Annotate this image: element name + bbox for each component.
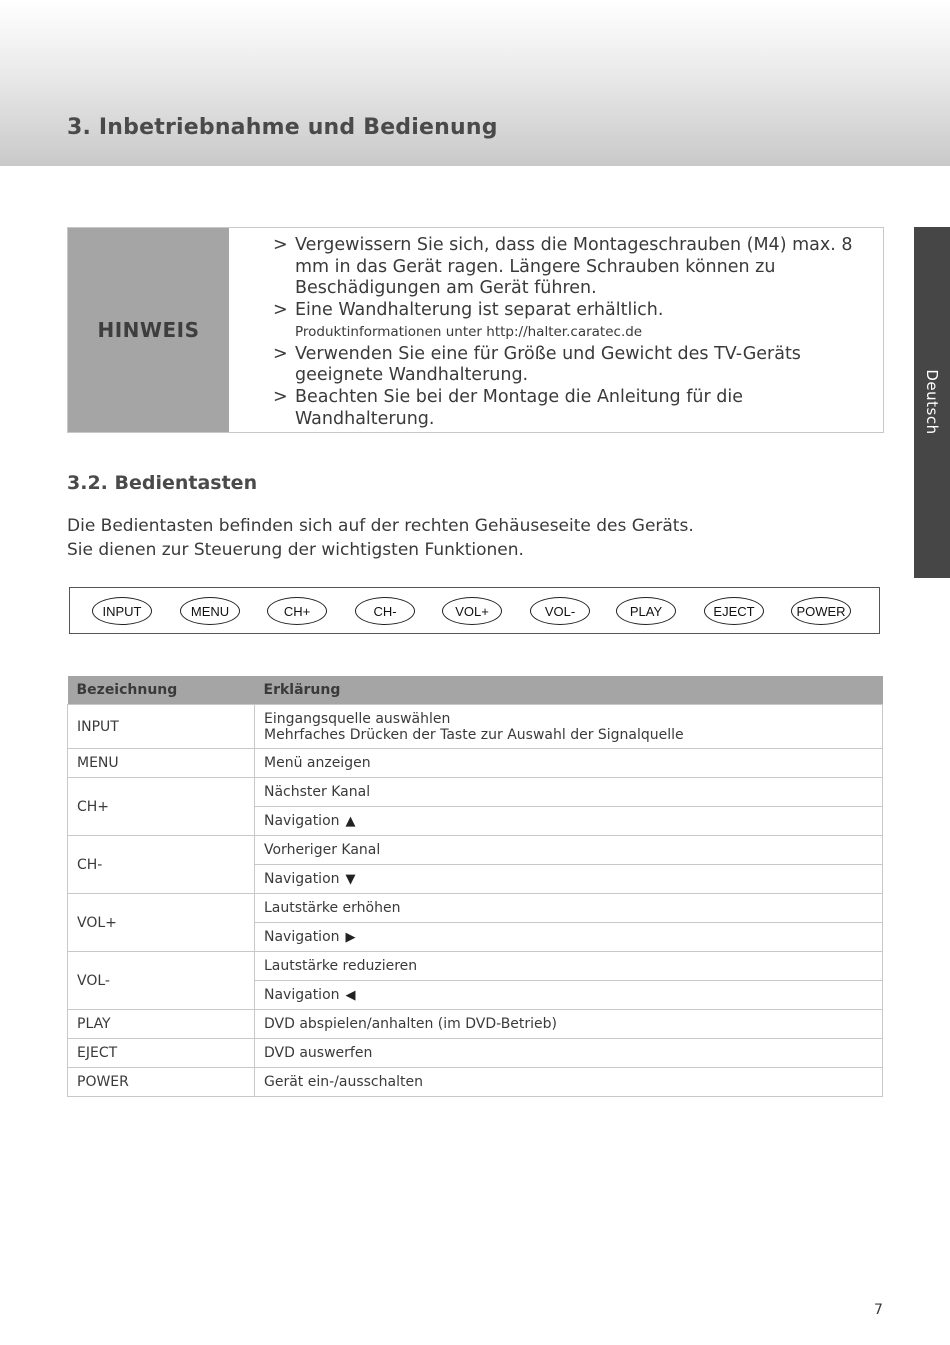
page-title: 3. Inbetriebnahme und Bedienung	[67, 115, 498, 140]
table-row-ch-plus	[68, 778, 883, 807]
cell-name: EJECT	[68, 1039, 255, 1068]
note-bullet: >	[273, 300, 288, 321]
cell-name: POWER	[68, 1068, 255, 1097]
intro-line-1: Die Bedientasten befinden sich auf der rechten Gehäuseseite des Geräts.	[67, 516, 694, 536]
column-header-description: Erklärung	[255, 676, 883, 705]
table-row-vol-plus	[68, 894, 883, 923]
cell-name: CH-	[68, 836, 255, 894]
triangle-right-icon: ▶	[345, 930, 356, 945]
note-text: Eine Wandhalterung ist separat erhältlich.	[295, 300, 664, 321]
note-text: Beachten Sie bei der Montage die Anleitung für die Wandhalterung.	[295, 386, 743, 429]
triangle-down-icon: ▼	[345, 872, 356, 887]
button-ch-minus: CH-	[355, 597, 415, 625]
note-item-wall-mount	[273, 300, 873, 322]
control-buttons-diagram	[69, 587, 880, 634]
controls-table	[67, 676, 883, 1097]
cell-description	[255, 865, 883, 894]
button-input: INPUT	[92, 597, 152, 625]
button-vol-plus: VOL+	[442, 597, 502, 625]
note-label: HINWEIS	[97, 318, 200, 342]
note-item-screws	[273, 235, 873, 300]
cell-description: Menü anzeigen	[255, 749, 883, 778]
cell-name: MENU	[68, 749, 255, 778]
table-header-row	[68, 676, 883, 705]
button-play: PLAY	[616, 597, 676, 625]
cell-name: PLAY	[68, 1010, 255, 1039]
button-ch-plus: CH+	[267, 597, 327, 625]
cell-name: VOL-	[68, 952, 255, 1010]
cell-description	[255, 923, 883, 952]
note-bullet: >	[273, 235, 288, 255]
navigation-label: Navigation	[264, 987, 340, 1003]
table-row-power	[68, 1068, 883, 1097]
column-header-name: Bezeichnung	[68, 676, 255, 705]
button-power: POWER	[791, 597, 851, 625]
note-item-instructions	[273, 387, 873, 430]
section-title: 3.2. Bedientasten	[67, 472, 258, 494]
note-text: Verwenden Sie eine für Größe und Gewicht des TV-Geräts geeignete Wandhalterung.	[295, 343, 801, 386]
description-line: Eingangsquelle auswählen	[264, 710, 451, 727]
triangle-left-icon: ◀	[345, 988, 356, 1003]
navigation-label: Navigation	[264, 929, 340, 945]
note-item-suitable-mount	[273, 344, 873, 387]
table-row-vol-minus	[68, 952, 883, 981]
button-eject: EJECT	[704, 597, 764, 625]
button-menu: MENU	[180, 597, 240, 625]
cell-name: CH+	[68, 778, 255, 836]
note-list	[273, 235, 873, 430]
note-label-cell	[68, 228, 229, 432]
navigation-label: Navigation	[264, 871, 340, 887]
cell-description: Gerät ein-/ausschalten	[255, 1068, 883, 1097]
note-bullet: >	[273, 386, 288, 407]
table-row-ch-minus	[68, 836, 883, 865]
button-vol-minus: VOL-	[530, 597, 590, 625]
table-row-eject	[68, 1039, 883, 1068]
description-line: Mehrfaches Drücken der Taste zur Auswahl der Signalquelle	[264, 726, 684, 743]
cell-name: VOL+	[68, 894, 255, 952]
navigation-label: Navigation	[264, 813, 340, 829]
cell-description: DVD auswerfen	[255, 1039, 883, 1068]
table-row-input	[68, 705, 883, 749]
section-intro	[67, 515, 867, 562]
page-number: 7	[874, 1302, 883, 1318]
table-row-menu	[68, 749, 883, 778]
language-tab-label: Deutsch	[923, 369, 941, 435]
note-item-product-info: Produktinformationen unter http://halter.caratec.de	[295, 323, 643, 340]
note-text: Vergewissern Sie sich, dass die Montageschrauben (M4) max. 8 mm in das Gerät ragen. Längere Schrauben können zu Beschädigungen am Gerät führen.	[295, 235, 853, 299]
page-header	[0, 0, 950, 166]
cell-description	[255, 807, 883, 836]
cell-description: DVD abspielen/anhalten (im DVD-Betrieb)	[255, 1010, 883, 1039]
note-bullet: >	[273, 343, 288, 364]
cell-description: Lautstärke reduzieren	[255, 952, 883, 981]
cell-description: Lautstärke erhöhen	[255, 894, 883, 923]
cell-description: Vorheriger Kanal	[255, 836, 883, 865]
cell-description	[255, 981, 883, 1010]
table-row-play	[68, 1010, 883, 1039]
language-tab	[914, 227, 950, 578]
cell-description	[255, 705, 883, 749]
intro-line-2: Sie dienen zur Steuerung der wichtigsten Funktionen.	[67, 539, 524, 560]
cell-description: Nächster Kanal	[255, 778, 883, 807]
note-box	[67, 227, 884, 433]
cell-name: INPUT	[68, 705, 255, 749]
triangle-up-icon: ▲	[345, 814, 356, 829]
